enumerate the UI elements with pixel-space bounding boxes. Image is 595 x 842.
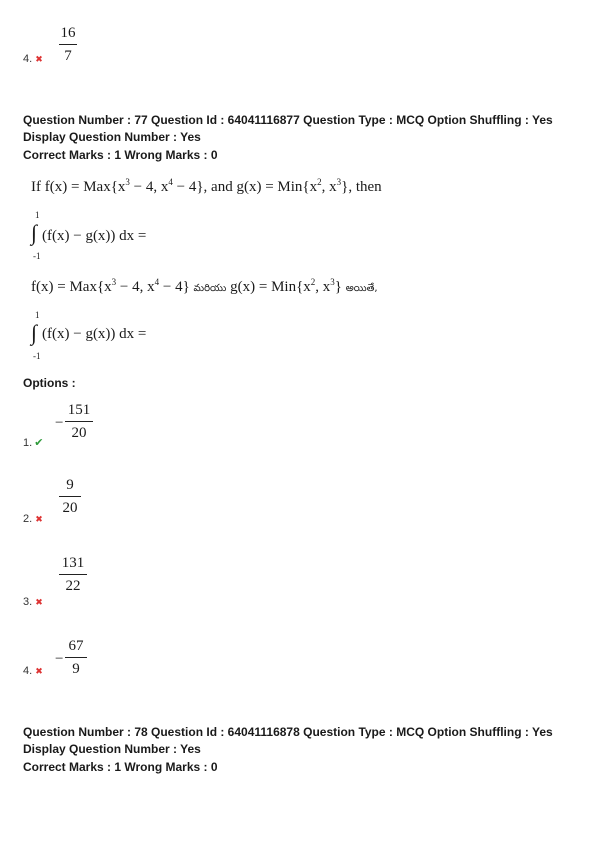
marks-line: Correct Marks : 1 Wrong Marks : 0 bbox=[23, 760, 218, 774]
numerator: 16 bbox=[60, 25, 76, 41]
display-question-number: Display Question Number : Yes bbox=[23, 742, 201, 756]
option-number-label: 2. bbox=[23, 513, 33, 525]
fraction-bar bbox=[59, 574, 87, 575]
minus-sign: − bbox=[55, 651, 64, 667]
integral-sign: ∫ bbox=[31, 320, 38, 345]
denominator: 9 bbox=[72, 661, 80, 677]
cross-icon: ✖ bbox=[35, 54, 43, 64]
and-word-telugu: మరియు bbox=[193, 283, 227, 294]
integral-upper-limit: 1 bbox=[35, 310, 40, 320]
question-text-telugu bbox=[31, 277, 378, 296]
then-word: , then bbox=[348, 179, 382, 195]
g-definition: $g(x) = Min\{x^2$, $x^3$} bbox=[230, 277, 342, 295]
integrand: (f(x) − g(x)) dx = bbox=[42, 228, 147, 244]
prev-option-fraction bbox=[59, 24, 77, 65]
display-question-number: Display Question Number : Yes bbox=[23, 130, 201, 144]
option-number bbox=[23, 596, 43, 608]
integral-lower-limit: -1 bbox=[33, 351, 41, 361]
numerator: 131 bbox=[61, 555, 85, 571]
and-word: , and bbox=[203, 179, 233, 195]
g-definition: $g(x) = Min\{x^2$, $x^3$} bbox=[236, 177, 349, 195]
option-number bbox=[23, 665, 43, 677]
fraction-bar bbox=[59, 496, 81, 497]
integral-upper-limit: 1 bbox=[35, 210, 40, 220]
if-word: If bbox=[31, 179, 41, 195]
f-definition: $f(x) = Max\{x^3 - 4$, $x^4 - 4$} bbox=[31, 277, 190, 295]
cross-icon: ✖ bbox=[35, 514, 43, 524]
cross-icon: ✖ bbox=[35, 597, 43, 607]
options-label: Options : bbox=[23, 376, 76, 390]
minus-sign: − bbox=[55, 415, 64, 431]
option-number-label: 4. bbox=[23, 53, 33, 65]
check-icon: ✔ bbox=[34, 437, 44, 449]
f-definition: $f(x) = Max\{x^3 - 4$, $x^4 - 4$} bbox=[44, 177, 204, 195]
integrand: (f(x) − g(x)) dx = bbox=[42, 326, 147, 342]
option-number bbox=[23, 436, 43, 449]
option-fraction bbox=[59, 476, 81, 517]
option-fraction bbox=[59, 554, 87, 595]
denominator: 20 bbox=[62, 500, 78, 516]
option-number bbox=[23, 513, 43, 525]
denominator: 7 bbox=[64, 48, 72, 64]
marks-line: Correct Marks : 1 Wrong Marks : 0 bbox=[23, 148, 218, 162]
numerator: 9 bbox=[66, 477, 74, 493]
option-number-label: 4. bbox=[23, 665, 33, 677]
fraction-bar bbox=[59, 44, 77, 45]
fraction-bar bbox=[65, 657, 87, 658]
question-header: Question Number : 78 Question Id : 64041116878 Question Type : MCQ Option Shuffling : Yes bbox=[23, 725, 553, 739]
option-fraction bbox=[65, 637, 87, 678]
denominator: 22 bbox=[65, 578, 81, 594]
question-text-english bbox=[31, 177, 382, 196]
integral-lower-limit: -1 bbox=[33, 251, 41, 261]
option-number-label: 1. bbox=[23, 437, 33, 449]
integral-sign: ∫ bbox=[31, 220, 38, 245]
numerator: 67 bbox=[68, 638, 84, 654]
cross-icon: ✖ bbox=[35, 666, 43, 676]
denominator: 20 bbox=[71, 425, 87, 441]
prev-option-number bbox=[23, 53, 43, 65]
then-word-telugu: అయితే, bbox=[345, 283, 378, 294]
numerator: 151 bbox=[67, 402, 91, 418]
fraction-bar bbox=[65, 421, 93, 422]
option-number-label: 3. bbox=[23, 596, 33, 608]
option-fraction bbox=[65, 401, 93, 442]
question-header: Question Number : 77 Question Id : 64041116877 Question Type : MCQ Option Shuffling : Yes bbox=[23, 113, 553, 127]
